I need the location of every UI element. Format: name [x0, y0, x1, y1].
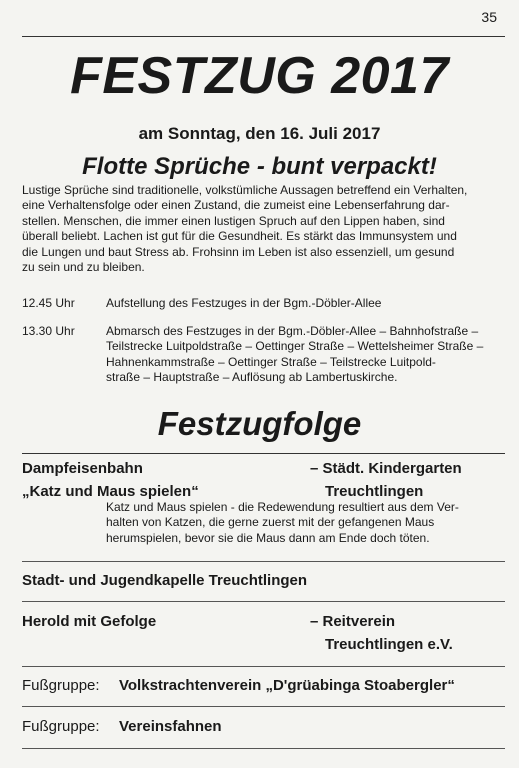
intro-paragraph [22, 183, 505, 275]
entry-description [106, 500, 506, 546]
intro-line: eine Verhaltensfolge oder einen Zustand, die zumeist eine Lebenserfahrung dar- [22, 198, 450, 213]
schedule-line: Abmarsch des Festzuges in der Bgm.-Döbler-Allee – Bahnhofstraße – [106, 324, 479, 338]
intro-line: Lustige Sprüche sind traditionelle, volkstümliche Aussagen betreffend ein Verhalten, [22, 183, 468, 197]
group-name: Vereinsfahnen [119, 718, 222, 735]
divider [22, 666, 505, 667]
section-title: Festzugfolge [157, 405, 362, 442]
divider [22, 748, 505, 749]
schedule-line: Teilstrecke Luitpoldstraße – Oettinger Straße – Wettelsheimer Straße – [106, 339, 484, 354]
entry-name: Herold mit Gefolge [22, 613, 157, 630]
description-line: halten von Katzen, die gerne zuerst mit der gefangenen Maus [106, 515, 435, 530]
divider [22, 561, 505, 562]
description-line: herumspielen, bevor sie die Maus dann am Ende doch töten. [106, 530, 430, 545]
page-number: 35 [481, 9, 497, 25]
schedule-text [106, 296, 505, 311]
schedule-time: 13.30 Uhr [22, 324, 75, 338]
group-type-label: Fußgruppe: [22, 718, 100, 735]
divider [22, 453, 505, 454]
intro-line: überall beliebt. Lachen ist gut für die Gesundheit. Es stärkt das Immunsystem und [22, 229, 457, 244]
entry-group: – Reitverein [310, 613, 396, 630]
divider [22, 706, 505, 707]
top-rule [22, 36, 505, 37]
intro-line: stellen. Menschen, die immer einen lustigen Spruch auf den Lippen haben, sind [22, 213, 445, 228]
entry-motto: „Katz und Maus spielen“ [22, 483, 199, 500]
schedule-time: 12.45 Uhr [22, 296, 75, 310]
schedule-line: straße – Hauptstraße – Auflösung ab Lambertuskirche. [106, 370, 398, 385]
description-line: Katz und Maus spielen - die Redewendung resultiert aus dem Ver- [106, 500, 459, 514]
divider [22, 601, 505, 602]
entry-group-location: Treuchtlingen [325, 483, 424, 500]
schedule-line: Aufstellung des Festzuges in der Bgm.-Döbler-Allee [106, 296, 382, 310]
intro-line: zu sein und zu bleiben. [22, 260, 145, 275]
schedule-line: Hahnenkammstraße – Oettinger Straße – Teilstrecke Luitpold- [106, 354, 436, 369]
event-date: am Sonntag, den 16. Juli 2017 [138, 124, 381, 143]
entry-name: Stadt- und Jugendkapelle Treuchtlingen [22, 572, 308, 589]
schedule-text [106, 324, 505, 386]
page-title: FESTZUG 2017 [70, 47, 449, 105]
intro-line: die Lungen und baut Stress ab. Frohsinn im Leben ist also essenziell, um gesund [22, 244, 455, 259]
motto-heading: Flotte Sprüche - bunt verpackt! [82, 153, 437, 180]
group-type-label: Fußgruppe: [22, 677, 100, 694]
entry-name: Dampfeisenbahn [22, 460, 143, 477]
entry-group-location: Treuchtlingen e.V. [325, 636, 453, 653]
entry-group: – Städt. Kindergarten [310, 460, 462, 477]
group-name: Volkstrachtenverein „D'grüabinga Stoabergler“ [119, 677, 455, 694]
